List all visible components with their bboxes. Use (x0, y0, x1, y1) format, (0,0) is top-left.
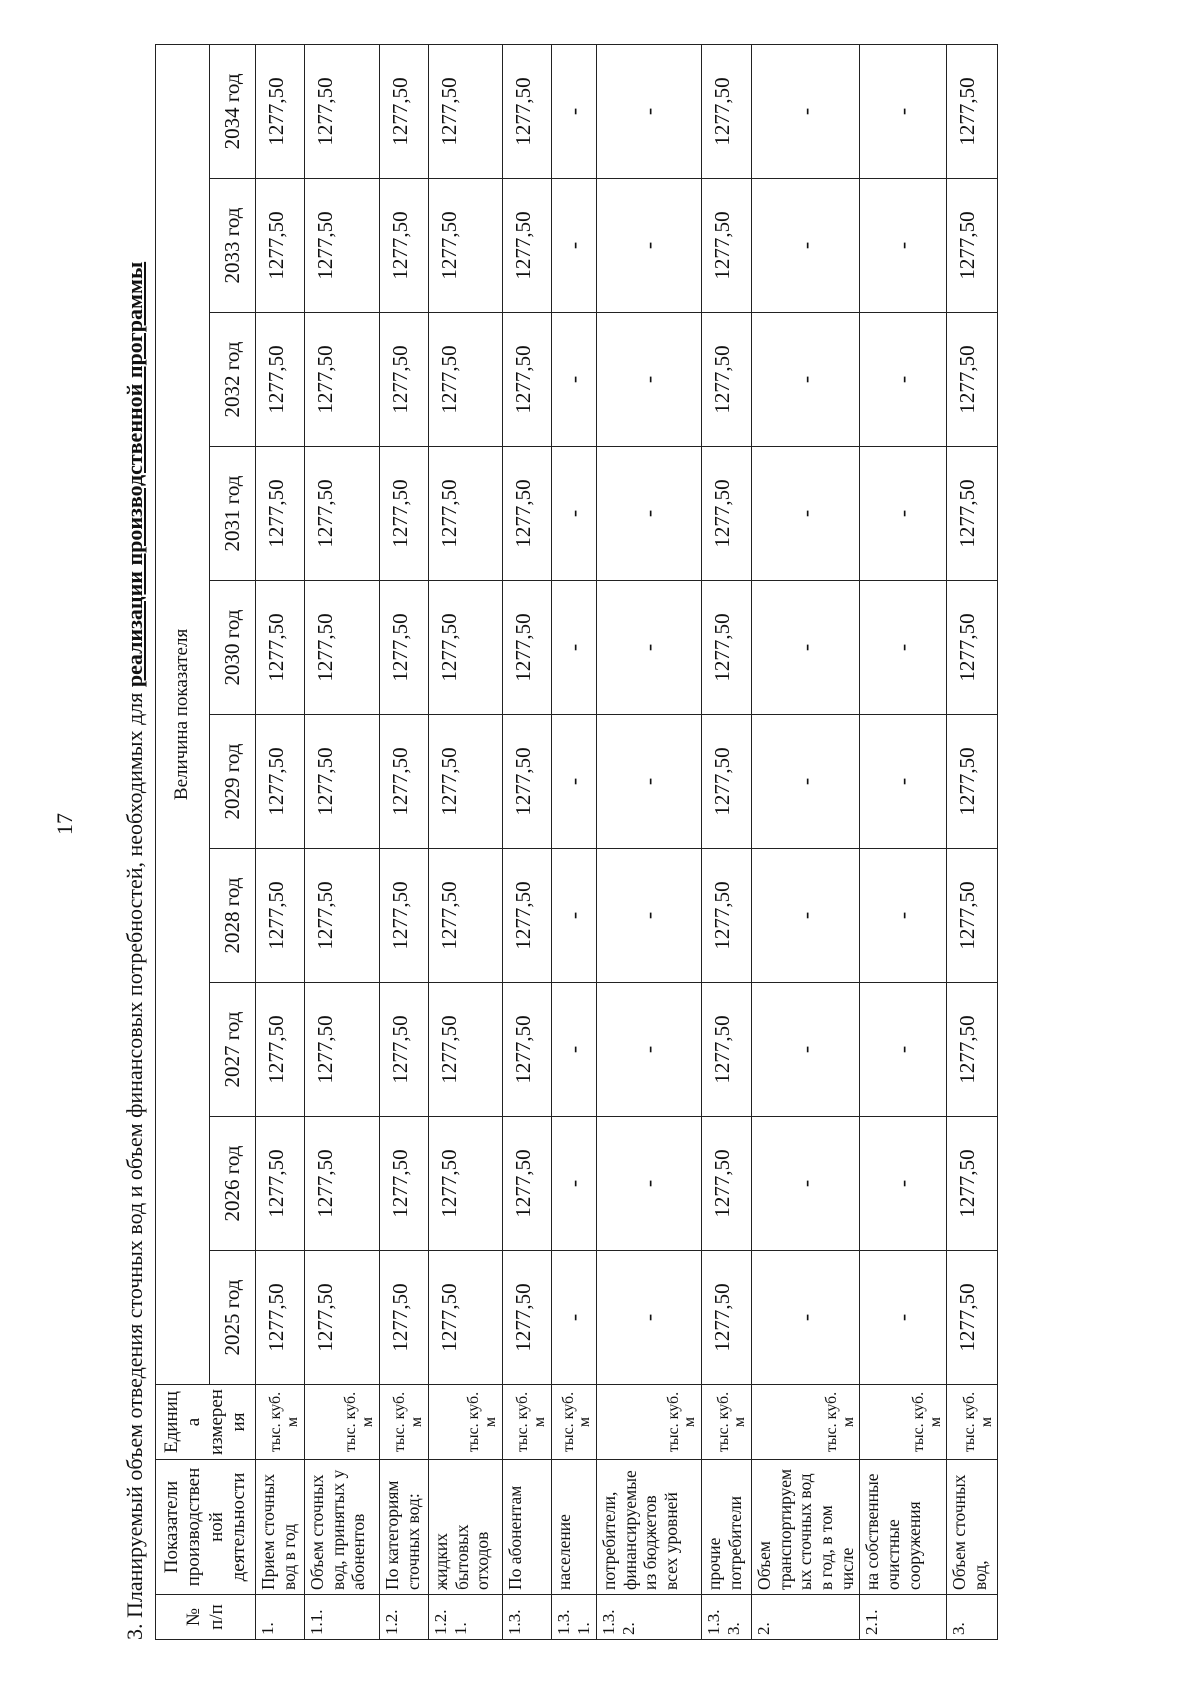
row-unit: тыс. куб. м (503, 1385, 552, 1460)
table-row (380, 44, 429, 1639)
header-year: 2025 год (210, 1251, 256, 1385)
row-value: 1277,50 (380, 581, 429, 715)
section-caption (115, 45, 155, 1640)
row-unit: тыс. куб. м (256, 1385, 305, 1460)
row-value: 1277,50 (429, 1117, 503, 1251)
row-value: 1277,50 (503, 581, 552, 715)
table-row (597, 44, 702, 1639)
table-row (256, 44, 305, 1639)
row-value: 1277,50 (305, 983, 380, 1117)
row-value: 1277,50 (503, 44, 552, 178)
row-value: - (552, 447, 597, 581)
row-value: 1277,50 (702, 179, 752, 313)
row-value: 1277,50 (305, 581, 380, 715)
row-value: 1277,50 (702, 1251, 752, 1385)
row-value: 1277,50 (702, 715, 752, 849)
row-value: 1277,50 (429, 581, 503, 715)
row-value: - (597, 581, 702, 715)
table-row (702, 44, 752, 1639)
row-value: 1277,50 (380, 313, 429, 447)
row-value: 1277,50 (305, 1251, 380, 1385)
row-value: 1277,50 (429, 849, 503, 983)
header-year: 2028 год (210, 849, 256, 983)
row-unit: тыс. куб. м (597, 1385, 702, 1460)
row-value: 1277,50 (380, 715, 429, 849)
header-year: 2031 год (210, 447, 256, 581)
header-year: 2027 год (210, 983, 256, 1117)
row-value: 1277,50 (256, 447, 305, 581)
row-unit: тыс. куб. м (702, 1385, 752, 1460)
row-value: 1277,50 (429, 983, 503, 1117)
row-value: 1277,50 (380, 1117, 429, 1251)
row-indicator: жидких бытовых отходов (429, 1460, 503, 1595)
table-row (947, 44, 998, 1639)
row-value: - (860, 1251, 947, 1385)
row-value: - (752, 447, 860, 581)
header-value-group: Величина показателя (156, 44, 210, 1384)
row-value: 1277,50 (702, 581, 752, 715)
row-indicator: Объем транспортируемых сточных вод в год, в том числе (752, 1460, 860, 1595)
row-value: - (752, 1251, 860, 1385)
row-number: 1.2. 1. (429, 1595, 503, 1640)
row-value: 1277,50 (947, 1251, 998, 1385)
row-value: 1277,50 (256, 715, 305, 849)
row-value: 1277,50 (256, 44, 305, 178)
row-value: - (597, 715, 702, 849)
row-value: 1277,50 (256, 581, 305, 715)
row-unit: тыс. куб. м (429, 1385, 503, 1460)
table-row (429, 44, 503, 1639)
row-value: - (752, 1117, 860, 1251)
row-value: 1277,50 (380, 447, 429, 581)
row-value: 1277,50 (429, 313, 503, 447)
row-indicator: Объем сточных вод, (947, 1460, 998, 1595)
row-value: 1277,50 (503, 1251, 552, 1385)
row-value: 1277,50 (503, 313, 552, 447)
row-value: 1277,50 (305, 1117, 380, 1251)
row-indicator: прочие потребители (702, 1460, 752, 1595)
row-unit: тыс. куб. м (305, 1385, 380, 1460)
row-value: - (552, 581, 597, 715)
row-value: 1277,50 (380, 1251, 429, 1385)
row-value: - (752, 179, 860, 313)
row-value: 1277,50 (503, 849, 552, 983)
row-value: 1277,50 (429, 715, 503, 849)
row-value: 1277,50 (947, 313, 998, 447)
row-unit: тыс. куб. м (860, 1385, 947, 1460)
row-value: - (860, 581, 947, 715)
row-value: - (860, 849, 947, 983)
row-value: 1277,50 (947, 447, 998, 581)
row-value: - (860, 44, 947, 178)
row-value: 1277,50 (947, 849, 998, 983)
row-value: 1277,50 (305, 715, 380, 849)
page-number: 17 (52, 813, 77, 835)
row-value: 1277,50 (947, 983, 998, 1117)
row-unit: тыс. куб. м (552, 1385, 597, 1460)
row-value: - (860, 1117, 947, 1251)
row-number: 2. (752, 1595, 860, 1640)
row-value: 1277,50 (429, 44, 503, 178)
row-indicator: потребители, финансируемые из бюджетов всех уровней (597, 1460, 702, 1595)
row-unit: тыс. куб. м (752, 1385, 860, 1460)
table-row (752, 44, 860, 1639)
row-value: - (597, 447, 702, 581)
row-value: 1277,50 (702, 849, 752, 983)
header-year: 2030 год (210, 581, 256, 715)
row-value: - (597, 1251, 702, 1385)
row-unit: тыс. куб. м (947, 1385, 998, 1460)
row-value: 1277,50 (380, 983, 429, 1117)
row-value: 1277,50 (305, 313, 380, 447)
row-value: 1277,50 (305, 849, 380, 983)
row-value: 1277,50 (947, 581, 998, 715)
row-value: 1277,50 (429, 1251, 503, 1385)
row-number: 3. (947, 1595, 998, 1640)
table-row (860, 44, 947, 1639)
caption-text: 3. Планируемый объем отведения сточных вод и объем финансовых потребностей, необходимых для (122, 687, 147, 1640)
row-value: 1277,50 (947, 179, 998, 313)
header-year: 2034 год (210, 44, 256, 178)
header-row-1 (156, 44, 210, 1639)
row-number: 1.2. (380, 1595, 429, 1640)
row-indicator: Объем сточных вод, принятых у абонентов (305, 1460, 380, 1595)
row-indicator: По категориям сточных вод: (380, 1460, 429, 1595)
row-value: 1277,50 (429, 179, 503, 313)
row-number: 1.3. 2. (597, 1595, 702, 1640)
row-indicator: население (552, 1460, 597, 1595)
row-value: 1277,50 (305, 44, 380, 178)
table-row (305, 44, 380, 1639)
row-value: 1277,50 (503, 983, 552, 1117)
header-year: 2033 год (210, 179, 256, 313)
caption-text-underlined: реализации производственной программы (122, 261, 147, 688)
row-value: 1277,50 (256, 1117, 305, 1251)
row-value: - (552, 1251, 597, 1385)
header-unit: Единица измерения (156, 1385, 256, 1460)
row-value: 1277,50 (947, 1117, 998, 1251)
row-unit: тыс. куб. м (380, 1385, 429, 1460)
row-value: - (752, 715, 860, 849)
header-year: 2026 год (210, 1117, 256, 1251)
row-value: 1277,50 (702, 44, 752, 178)
row-value: - (752, 44, 860, 178)
row-number: 1.3. (503, 1595, 552, 1640)
row-number: 1.1. (305, 1595, 380, 1640)
row-value: 1277,50 (503, 447, 552, 581)
document-page (115, 45, 1150, 1640)
row-value: - (552, 44, 597, 178)
row-value: 1277,50 (256, 1251, 305, 1385)
header-num: № п/п (156, 1595, 256, 1640)
row-value: 1277,50 (256, 179, 305, 313)
row-indicator: По абонентам (503, 1460, 552, 1595)
row-value: - (552, 983, 597, 1117)
row-value: 1277,50 (256, 983, 305, 1117)
row-value: 1277,50 (503, 715, 552, 849)
table-row (552, 44, 597, 1639)
row-value: - (860, 313, 947, 447)
row-value: - (860, 715, 947, 849)
row-value: 1277,50 (380, 849, 429, 983)
row-value: - (597, 44, 702, 178)
row-value: 1277,50 (380, 44, 429, 178)
row-value: 1277,50 (256, 849, 305, 983)
header-year: 2032 год (210, 313, 256, 447)
row-value: 1277,50 (305, 447, 380, 581)
row-value: - (552, 179, 597, 313)
row-indicator: Прием сточных вод в год (256, 1460, 305, 1595)
row-value: 1277,50 (503, 1117, 552, 1251)
row-number: 1.3. 1. (552, 1595, 597, 1640)
row-value: 1277,50 (947, 715, 998, 849)
row-value: - (860, 983, 947, 1117)
table-row (503, 44, 552, 1639)
row-value: 1277,50 (503, 179, 552, 313)
row-value: - (597, 849, 702, 983)
row-value: - (860, 179, 947, 313)
row-value: - (752, 983, 860, 1117)
row-value: - (597, 1117, 702, 1251)
row-number: 1. (256, 1595, 305, 1640)
row-value: - (860, 447, 947, 581)
row-value: - (552, 313, 597, 447)
row-value: 1277,50 (947, 44, 998, 178)
row-number: 2.1. (860, 1595, 947, 1640)
row-value: 1277,50 (256, 313, 305, 447)
row-value: - (597, 179, 702, 313)
row-value: - (552, 715, 597, 849)
row-number: 1.3. 3. (702, 1595, 752, 1640)
row-value: - (552, 1117, 597, 1251)
row-indicator: на собственные очистные сооружения (860, 1460, 947, 1595)
row-value: - (752, 313, 860, 447)
row-value: 1277,50 (305, 179, 380, 313)
row-value: 1277,50 (380, 179, 429, 313)
row-value: 1277,50 (702, 983, 752, 1117)
row-value: - (597, 313, 702, 447)
row-value: 1277,50 (702, 447, 752, 581)
row-value: - (752, 581, 860, 715)
header-indicator: Показатели производственной деятельности (156, 1460, 256, 1595)
row-value: - (752, 849, 860, 983)
row-value: - (552, 849, 597, 983)
row-value: 1277,50 (702, 1117, 752, 1251)
header-year: 2029 год (210, 715, 256, 849)
production-program-table (155, 44, 998, 1640)
row-value: 1277,50 (429, 447, 503, 581)
row-value: - (597, 983, 702, 1117)
row-value: 1277,50 (702, 313, 752, 447)
